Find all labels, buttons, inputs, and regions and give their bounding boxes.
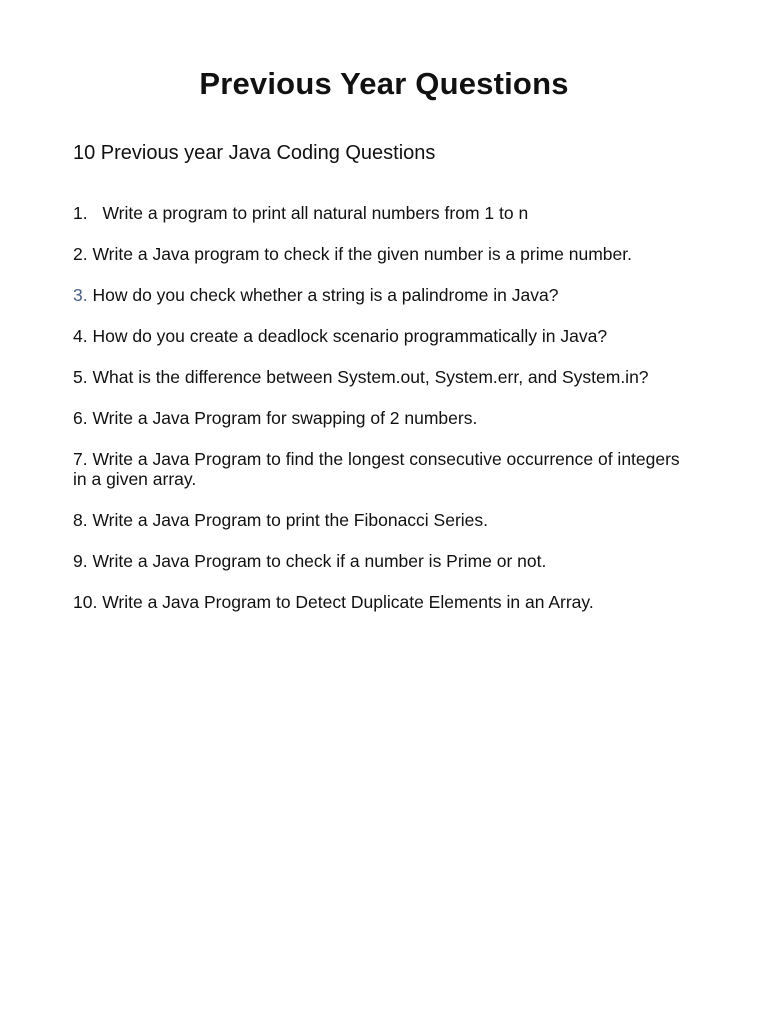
question-item — [73, 449, 693, 489]
question-item — [73, 326, 693, 346]
question-text: Write a Java program to check if the given number is a prime number. — [92, 244, 632, 264]
question-number: 9. — [73, 551, 88, 571]
question-number: 8. — [73, 510, 88, 530]
section-subtitle: 10 Previous year Java Coding Questions — [73, 142, 436, 164]
question-text: Write a Java Program to print the Fibonacci Series. — [92, 510, 489, 530]
question-item — [73, 285, 693, 305]
question-number: 2. — [73, 244, 88, 264]
question-text: How do you check whether a string is a palindrome in Java? — [92, 285, 559, 305]
question-text: How do you create a deadlock scenario programmatically in Java? — [92, 326, 608, 346]
question-item — [73, 510, 693, 530]
question-item — [73, 551, 693, 571]
question-text: Write a Java Program for swapping of 2 numbers. — [92, 408, 478, 428]
question-item — [73, 592, 693, 612]
question-item — [73, 244, 693, 264]
question-text: Write a Java Program to check if a number is Prime or not. — [92, 551, 547, 571]
question-number: 4. — [73, 326, 88, 346]
question-number: 5. — [73, 367, 88, 387]
question-number: 1. — [73, 203, 88, 223]
question-text: Write a Java Program to find the longest consecutive occurrence of integers in a given array. — [73, 449, 680, 489]
question-text: Write a Java Program to Detect Duplicate Elements in an Array. — [102, 592, 594, 612]
question-number: 3. — [73, 285, 88, 305]
page-title: Previous Year Questions — [199, 66, 569, 101]
question-list — [73, 203, 693, 633]
question-item — [73, 203, 693, 223]
question-number: 10. — [73, 592, 98, 612]
question-item — [73, 367, 693, 387]
question-number: 6. — [73, 408, 88, 428]
question-text: Write a program to print all natural numbers from 1 to n — [102, 203, 529, 223]
question-item — [73, 408, 693, 428]
question-number: 7. — [73, 449, 88, 469]
question-text: What is the difference between System.out, System.err, and System.in? — [92, 367, 649, 387]
